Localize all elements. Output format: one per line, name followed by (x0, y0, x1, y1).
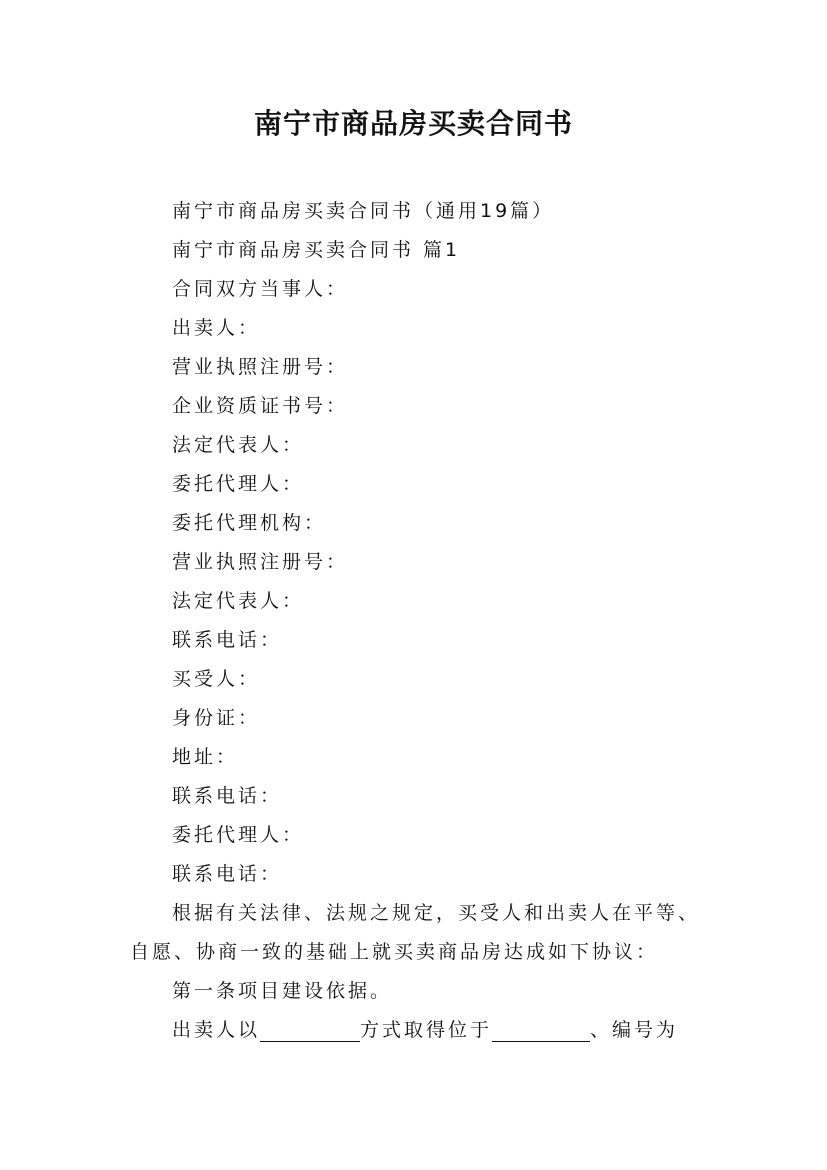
fill-in-text-3: 、编号为 (590, 1019, 679, 1041)
paragraph-line-2: 自愿、协商一致的基础上就买卖商品房达成如下协议： (130, 941, 659, 963)
text-line: 营业执照注册号： (172, 551, 349, 573)
text-line: 委托代理机构： (172, 512, 327, 534)
text-line: 法定代表人： (172, 434, 305, 456)
text-line: 营业执照注册号： (172, 356, 349, 378)
text-line: 委托代理人： (172, 473, 305, 495)
text-line: 合同双方当事人： (172, 278, 349, 300)
text-line: 委托代理人： (172, 824, 305, 846)
paragraph-line-1: 根据有关法律、法规之规定，买受人和出卖人在平等、 (172, 902, 701, 924)
blank-field-1 (260, 1017, 360, 1042)
text-line: 南宁市商品房买卖合同书 篇1 (172, 239, 461, 261)
text-line: 买受人： (172, 668, 261, 690)
text-line: 联系电话： (172, 863, 283, 885)
text-line: 企业资质证书号： (172, 395, 349, 417)
article-heading: 第一条项目建设依据。 (172, 980, 393, 1002)
text-line: 联系电话： (172, 785, 283, 807)
text-line: 身份证： (172, 707, 261, 729)
document-body (130, 192, 730, 1050)
fill-in-line (130, 1011, 730, 1050)
text-line: 出卖人： (172, 317, 261, 339)
document-title: 南宁市商品房买卖合同书 (253, 107, 573, 140)
fill-in-text-2: 方式取得位于 (360, 1019, 493, 1041)
text-line: 法定代表人： (172, 590, 305, 612)
fill-in-text-1: 出卖人以 (172, 1019, 261, 1041)
text-line: 地址： (172, 746, 239, 768)
blank-field-2 (492, 1017, 590, 1042)
text-line: 联系电话： (172, 629, 283, 651)
text-line: 南宁市商品房买卖合同书（通用19篇） (172, 200, 555, 222)
